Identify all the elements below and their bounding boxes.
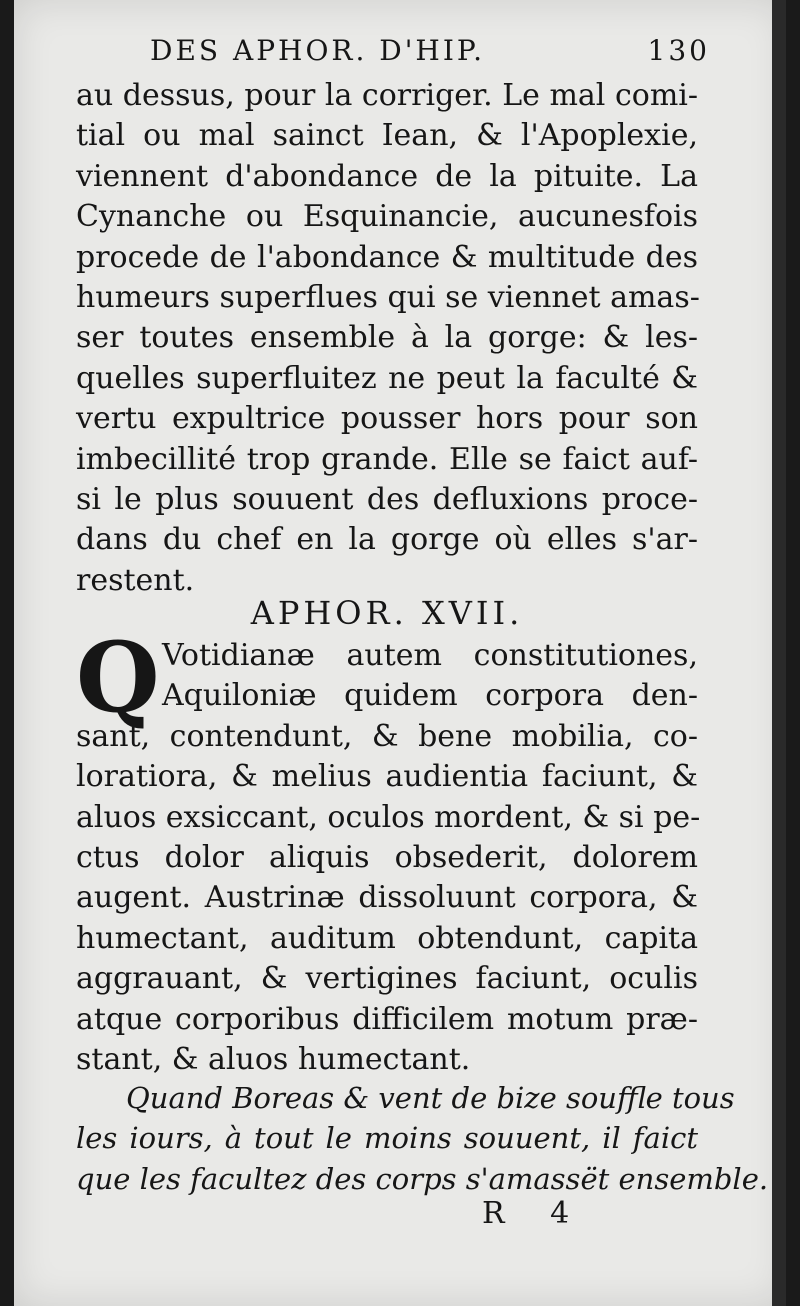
text-line: stant, & aluos humectant.	[76, 1041, 471, 1077]
text-line: les iours, à tout le moins souuent, il faict	[76, 1121, 698, 1156]
text-line: Cynanche ou Esquinancie, aucunesfois	[76, 199, 698, 235]
text-line: Aquiloniæ quidem corpora den-	[162, 678, 698, 714]
text-line: atque corporibus difficilem motum præ-	[76, 1001, 698, 1037]
page-edge	[772, 0, 786, 1306]
text-line: si le plus souuent des defluxions proce-	[76, 481, 698, 517]
text-line: humeurs superflues qui se viennet amas-	[76, 279, 700, 315]
text-line: quelles superfluitez ne peut la faculté &	[76, 360, 698, 396]
text-line: aluos exsiccant, oculos mordent, & si pe-	[76, 799, 701, 835]
signature-mark: R 4	[482, 1196, 588, 1231]
french-translation	[76, 1078, 769, 1199]
text-line: aggrauant, & vertigines faciunt, oculis	[76, 961, 698, 997]
text-line: loratiora, & melius audientia faciunt, &	[76, 759, 698, 795]
drop-cap: Q	[76, 621, 160, 734]
text-line: au dessus, pour la corriger. Le mal comi-	[76, 78, 698, 113]
text-line: augent. Austrinæ dissoluunt corpora, &	[76, 880, 698, 916]
text-line: vertu expultrice pousser hors pour son	[76, 401, 698, 437]
text-line: ser toutes ensemble à la gorge: & les-	[76, 320, 698, 356]
text-line: restent.	[76, 562, 195, 598]
text-line: tial ou mal sainct Iean, & l'Apoplexie,	[76, 118, 698, 154]
commentary-paragraph	[76, 76, 698, 601]
book-page	[14, 0, 786, 1306]
text-line: ctus dolor aliquis obsederit, dolorem	[76, 839, 698, 875]
text-line: dans du chef en la gorge où elles s'ar-	[76, 522, 698, 558]
text-line: Quand Boreas & vent de bize souffle tous	[126, 1081, 735, 1115]
text-line: imbecillité trop grande. Elle se faict auf-	[76, 441, 698, 477]
page-header	[150, 34, 710, 74]
text-line: que les facultez des corps s'amassët ensemble.	[76, 1161, 769, 1196]
latin-aphorism	[76, 621, 701, 1080]
text-line: Votidianæ autem constitutiones,	[162, 638, 698, 673]
aphorism-heading: APHOR. XVII.	[250, 594, 524, 632]
text-line: sant, contendunt, & bene mobilia, co-	[76, 718, 698, 754]
running-title: DES APHOR. D'HIP.	[150, 34, 485, 67]
text-line: viennent d'abondance de la pituite. La	[76, 158, 698, 194]
text-line: humectant, auditum obtendunt, capita	[76, 920, 698, 956]
text-line: procede de l'abondance & multitude des	[76, 239, 698, 275]
page-number: 130	[647, 34, 710, 67]
